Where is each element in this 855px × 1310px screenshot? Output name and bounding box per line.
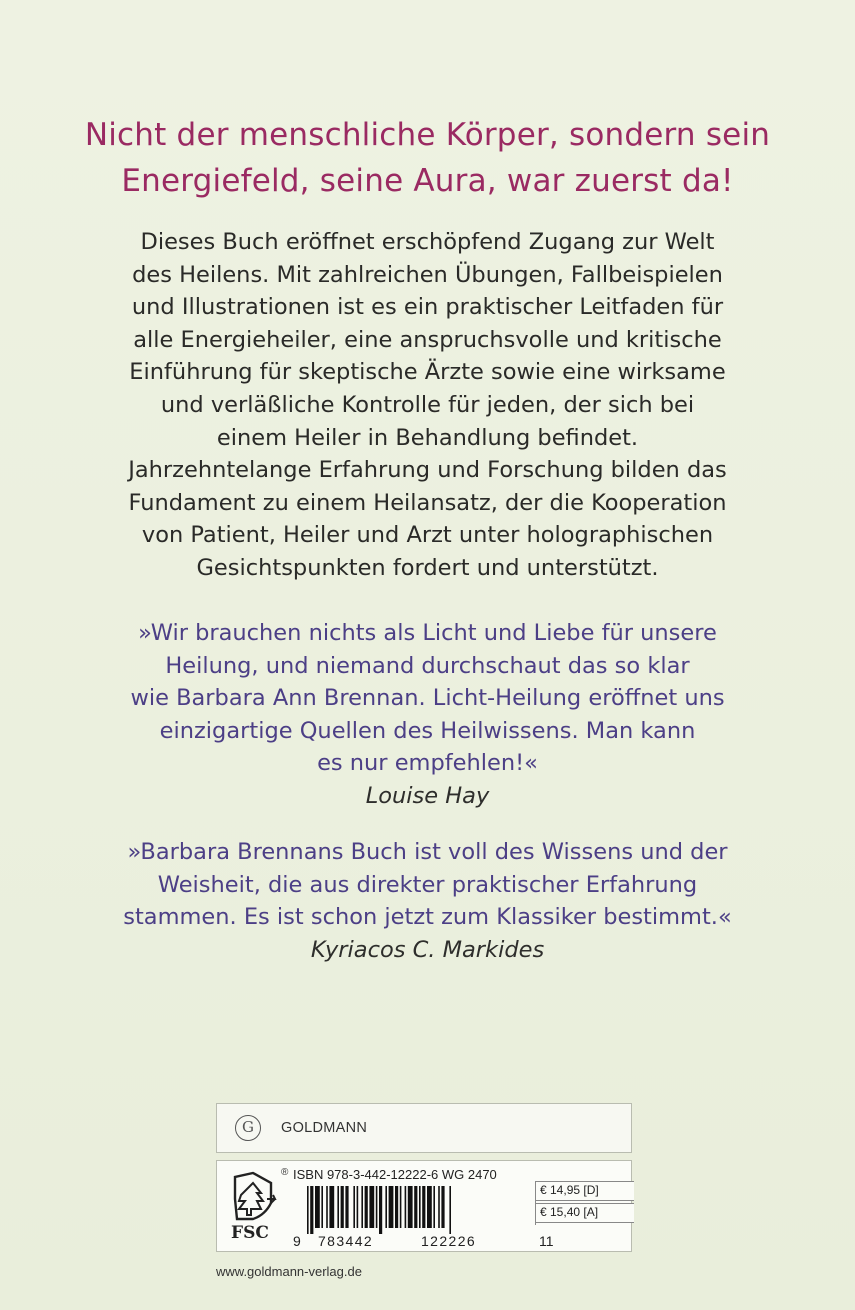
quote-line: wie Barbara Ann Brennan. Licht-Heilung eröffnet uns — [130, 685, 725, 712]
barcode-bar — [326, 1186, 328, 1228]
barcode-bar — [449, 1186, 451, 1234]
barcode-bar — [361, 1186, 363, 1228]
quote-louise-hay — [40, 617, 815, 813]
isbn-number: ISBN 978-3-442-12222-6 WG 2470 — [293, 1167, 497, 1182]
barcode-bar — [369, 1186, 374, 1228]
quote-line: Weisheit, die aus direkter praktischer Erfahrung — [157, 871, 698, 898]
barcode-bar — [321, 1186, 323, 1228]
blurb-line: und verläßliche Kontrolle für jeden, der sich bei — [160, 391, 695, 418]
barcode-bar — [419, 1186, 421, 1228]
barcode-bar — [357, 1186, 359, 1228]
barcode-bar — [345, 1186, 348, 1228]
barcode-bar — [337, 1186, 339, 1228]
blurb-line: von Patient, Heiler und Arzt unter holographischen — [141, 522, 714, 549]
barcode-bar — [400, 1186, 402, 1228]
quote-line: »Barbara Brennans Buch ist voll des Wissens und der — [127, 839, 728, 865]
barcode-bar — [405, 1186, 407, 1228]
blurb-line: alle Energieheiler, eine anspruchsvolle und kritische — [133, 326, 722, 353]
barcode-digit-first: 9 — [293, 1233, 301, 1249]
barcode-bar — [385, 1186, 387, 1228]
registered-mark: ® — [281, 1167, 289, 1178]
barcode-bar — [414, 1186, 417, 1228]
blurb-line: des Heilens. Mit zahlreichen Übungen, Fallbeispielen — [132, 261, 723, 288]
blurb-line: Dieses Buch eröffnet erschöpfend Zugang zur Welt — [140, 229, 715, 255]
quote-line: Heilung, und niemand durchschaut das so klar — [165, 652, 690, 679]
barcode — [305, 1186, 525, 1234]
fsc-tree-icon — [227, 1169, 281, 1223]
quote-kyriacos-markides — [40, 836, 815, 966]
barcode-bar — [307, 1186, 309, 1234]
barcode-bar — [395, 1186, 398, 1228]
quote-author: Kyriacos C. Markides — [310, 936, 545, 963]
blurb — [40, 226, 815, 585]
price-austria: € 15,40 [A] — [536, 1203, 634, 1223]
barcode-bar — [315, 1186, 320, 1228]
blurb-line: Einführung für skeptische Ärzte sowie eine wirksame — [129, 359, 726, 386]
barcode-digits-right: 122226 — [421, 1233, 477, 1249]
isbn-box — [216, 1160, 632, 1252]
barcode-bar — [379, 1186, 382, 1234]
blurb-line: Fundament zu einem Heilansatz, der die Kooperation — [128, 489, 727, 516]
barcode-bar — [341, 1186, 344, 1228]
publisher-website: www.goldmann-verlag.de — [216, 1264, 362, 1279]
barcode-bar — [329, 1186, 334, 1228]
blurb-line: Gesichtspunkten fordert und unterstützt. — [196, 554, 659, 581]
blurb-line: einem Heiler in Behandlung befindet. — [216, 424, 639, 451]
goldmann-logo-icon: G — [235, 1115, 261, 1141]
barcode-bar — [376, 1186, 378, 1228]
price-germany: € 14,95 [D] — [536, 1181, 634, 1201]
quote-line: stammen. Es ist schon jetzt zum Klassiker bestimmt.« — [123, 904, 732, 931]
price-table — [535, 1181, 634, 1225]
barcode-bar — [353, 1186, 355, 1228]
barcode-bar — [422, 1186, 425, 1228]
barcode-bar — [441, 1186, 444, 1228]
barcode-bar — [438, 1186, 440, 1228]
barcode-digits-left: 783442 — [318, 1233, 374, 1249]
quote-line: es nur empfehlen!« — [317, 750, 538, 777]
blurb-line: Jahrzehntelange Erfahrung und Forschung bilden das — [128, 457, 727, 484]
quote-line: »Wir brauchen nichts als Licht und Liebe für unsere — [138, 620, 717, 646]
blurb-line: und Illustrationen ist es ein praktischer Leitfaden für — [131, 294, 724, 321]
quote-author: Louise Hay — [365, 782, 490, 809]
publisher-name: GOLDMANN — [281, 1120, 368, 1136]
publisher-box — [216, 1103, 632, 1153]
headline — [40, 112, 815, 204]
barcode-bar — [427, 1186, 432, 1228]
barcode-bar — [408, 1186, 413, 1228]
headline-line: Nicht der menschliche Körper, sondern sein — [84, 117, 771, 153]
barcode-bar — [365, 1186, 368, 1228]
barcode-bar — [433, 1186, 435, 1228]
fsc-label: FSC — [231, 1223, 269, 1243]
quote-line: einzigartige Quellen des Heilwissens. Man kann — [159, 717, 696, 744]
headline-line: Energiefeld, seine Aura, war zuerst da! — [121, 163, 734, 199]
barcode-bar — [389, 1186, 394, 1228]
barcode-addon-digits: 11 — [539, 1233, 554, 1249]
barcode-bar — [310, 1186, 313, 1234]
